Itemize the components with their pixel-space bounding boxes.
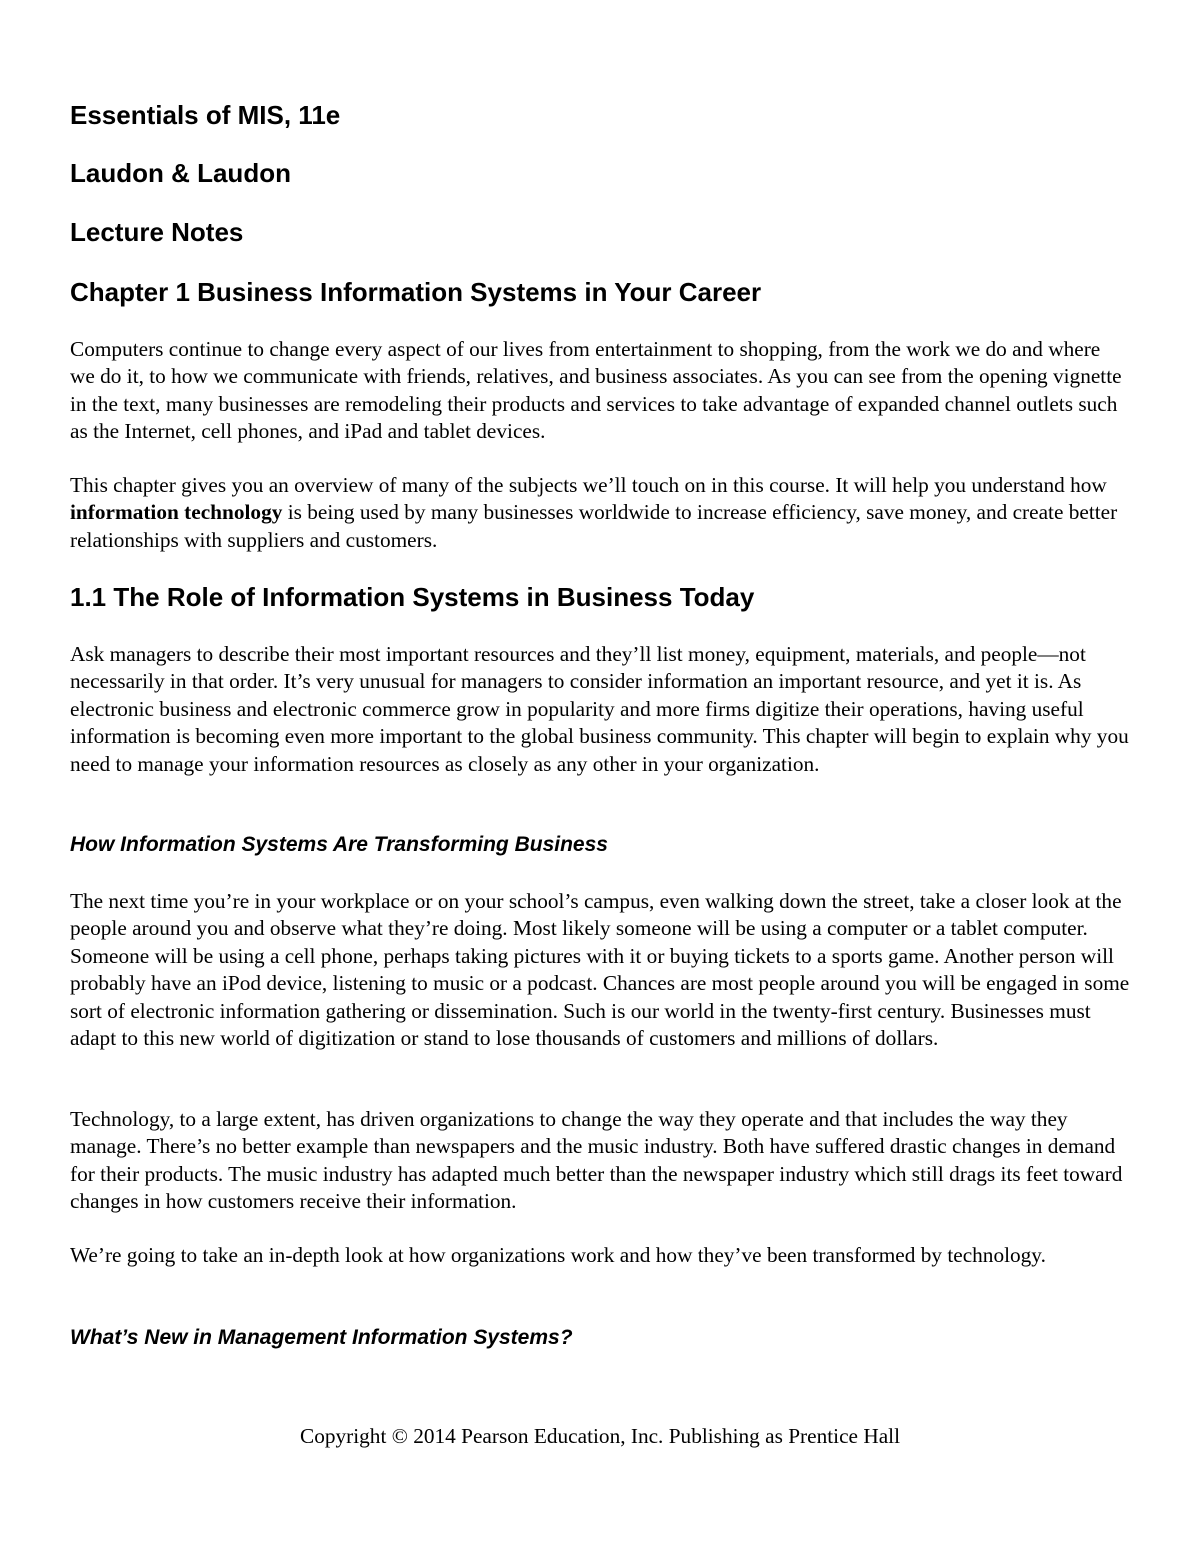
subheading-whats-new: What’s New in Management Information Systems? [70,1326,573,1349]
chapter-title: Chapter 1 Business Information Systems in Your Career [70,277,762,307]
intro-paragraph-2-end: is being used by many businesses worldwide to increase efficiency, save money, and create better relationships with suppliers and customers. [70,500,1118,552]
section-paragraph-3: Technology, to a large extent, has driven organizations to change the way they operate and that includes the way they manage. There’s no better example than newspapers and the music industry. Both have suffered drastic changes in demand for their products. The music industry has adapted much better than the newspaper industry which still drags its feet toward changes in how customers receive their information. [70,1107,1123,1214]
key-term-information-technology: information technology [70,500,283,525]
section-paragraph-2: The next time you’re in your workplace or on your school’s campus, even walking down the street, take a closer look at the people around you and observe what they’re doing. Most likely someone will be using a computer or a tablet computer. Someone will be using a cell phone, perhaps taking pictures with it or buying tickets to a sports game. Another person will probably have an iPod device, listening to music or a podcast. Chances are most people around you will be engaged in some sort of electronic information gathering or dissemination. Such is our world in the twenty-first century. Businesses must adapt to this new world of digitization or stand to lose thousands of customers and millions of dollars. [70,889,1130,1051]
document-type: Lecture Notes [70,217,244,247]
intro-paragraph-2 [70,472,1130,554]
section-heading: 1.1 The Role of Information Systems in Business Today [70,582,755,612]
intro-paragraph-1: Computers continue to change every aspect of our lives from entertainment to shopping, from the work we do and where we do it, to how we communicate with friends, relatives, and business associates. As you can see from the opening vignette in the text, many businesses are remodeling their products and services to take advantage of expanded channel outlets such as the Internet, cell phones, and iPad and tablet devices. [70,337,1122,444]
section-paragraph-1: Ask managers to describe their most important resources and they’ll list money, equipment, materials, and people—not necessarily in that order. It’s very unusual for managers to consider information an important resource, and yet it is. As electronic business and electronic commerce grow in popularity and more firms digitize their operations, having useful information is becoming even more important to the global business community. This chapter will begin to explain why you need to manage your information resources as closely as any other in your organization. [70,642,1129,776]
section-paragraph-4: We’re going to take an in-depth look at how organizations work and how they’ve been transformed by technology. [70,1243,1046,1267]
subheading-transforming-business: How Information Systems Are Transforming Business [70,833,608,856]
copyright-footer: Copyright © 2014 Pearson Education, Inc. Publishing as Prentice Hall [300,1424,900,1448]
book-title: Essentials of MIS, 11e [70,100,341,130]
authors: Laudon & Laudon [70,158,291,188]
intro-paragraph-2-start: This chapter gives you an overview of many of the subjects we’ll touch on in this course. It will help you understand how [70,473,1107,497]
